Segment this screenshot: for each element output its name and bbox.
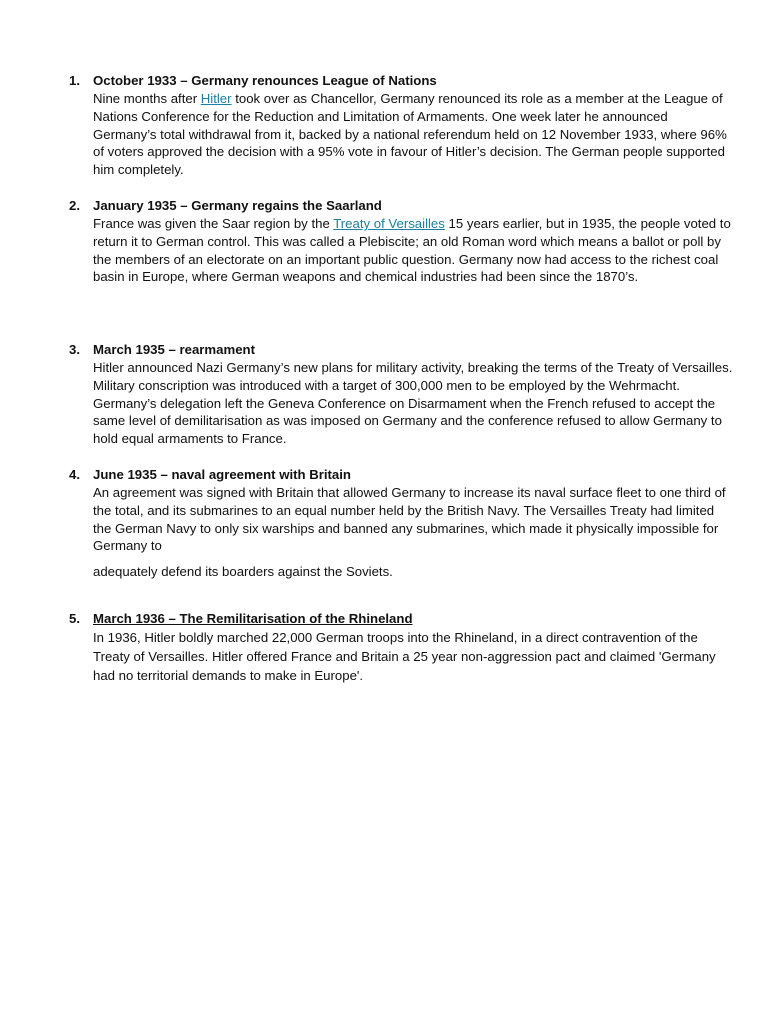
item-content	[93, 72, 733, 179]
item-number: 2.	[69, 198, 80, 213]
item-heading: January 1935 – Germany regains the Saarland	[93, 198, 382, 213]
item-paragraph: In 1936, Hitler boldly marched 22,000 German troops into the Rhineland, in a direct contravention of the Treaty of Versailles. Hitler offered France and Britain a 25 year non-aggression pact and claimed 'Germany had no territorial demands to make in Europe'.	[93, 630, 716, 683]
item-heading: March 1935 – rearmament	[93, 342, 256, 357]
item-heading: June 1935 – naval agreement with Britain	[93, 467, 351, 482]
item-number: 4.	[69, 467, 80, 482]
item-paragraph: Hitler announced Nazi Germany’s new plans for military activity, breaking the terms of the Treaty of Versailles. Military conscription was introduced with a target of 300,000 men to be employed by the Wehrmacht. Germany’s delegation left the Geneva Conference on Disarmament when the French refused to accept the same level of demilitarisation as was imposed on Germany and the conference refused to allow Germany to hold equal armaments to France.	[93, 360, 733, 447]
item-number: 1.	[69, 73, 80, 88]
paragraph-text: Nine months after	[93, 91, 201, 106]
item-heading: March 1936 – The Remilitarisation of the Rhineland	[93, 611, 413, 626]
item-content	[93, 466, 733, 581]
item-content	[93, 197, 733, 286]
item-number: 5.	[69, 611, 80, 626]
treaty-of-versailles-link[interactable]: Treaty of Versailles	[333, 216, 445, 231]
item-paragraph	[93, 215, 733, 286]
hitler-link[interactable]: Hitler	[200, 91, 232, 106]
item-heading: October 1933 – Germany renounces League of Nations	[93, 73, 437, 88]
item-number: 3.	[69, 342, 80, 357]
item-paragraph-continued: adequately defend its boarders against the Soviets.	[93, 564, 393, 580]
item-content	[93, 341, 733, 448]
paragraph-text: took over as Chancellor, Germany renounced its role as a member at the League of Nations Conference for the Reduction and Limitation of Armaments. One week later he announced Germany’s total withdrawal from it, backed by a national referendum held on 12 November 1933, where 96% of voters approved the decision with a 95% vote in favour of Hitler’s decision. The German people supported him completely.	[93, 91, 727, 178]
item-paragraph	[93, 90, 733, 179]
paragraph-text: France was given the Saar region by the	[93, 216, 334, 231]
item-content	[93, 610, 733, 685]
paragraph-text: 15 years earlier, but in 1935, the people voted to return it to German control. This was called a Plebiscite; an old Roman word which means a ballot or poll by the members of an electorate on an important public question. Germany now had access to the richest coal basin in Europe, where German weapons and chemical industries had been since the 1870’s.	[93, 216, 731, 285]
item-paragraph: An agreement was signed with Britain that allowed Germany to increase its naval surface fleet to one third of the total, and its submarines to an equal number held by the British Navy. The Versailles Treaty had limited the German Navy to only six warships and banned any submarines, which made it physically impossible for Germany to	[93, 485, 726, 554]
